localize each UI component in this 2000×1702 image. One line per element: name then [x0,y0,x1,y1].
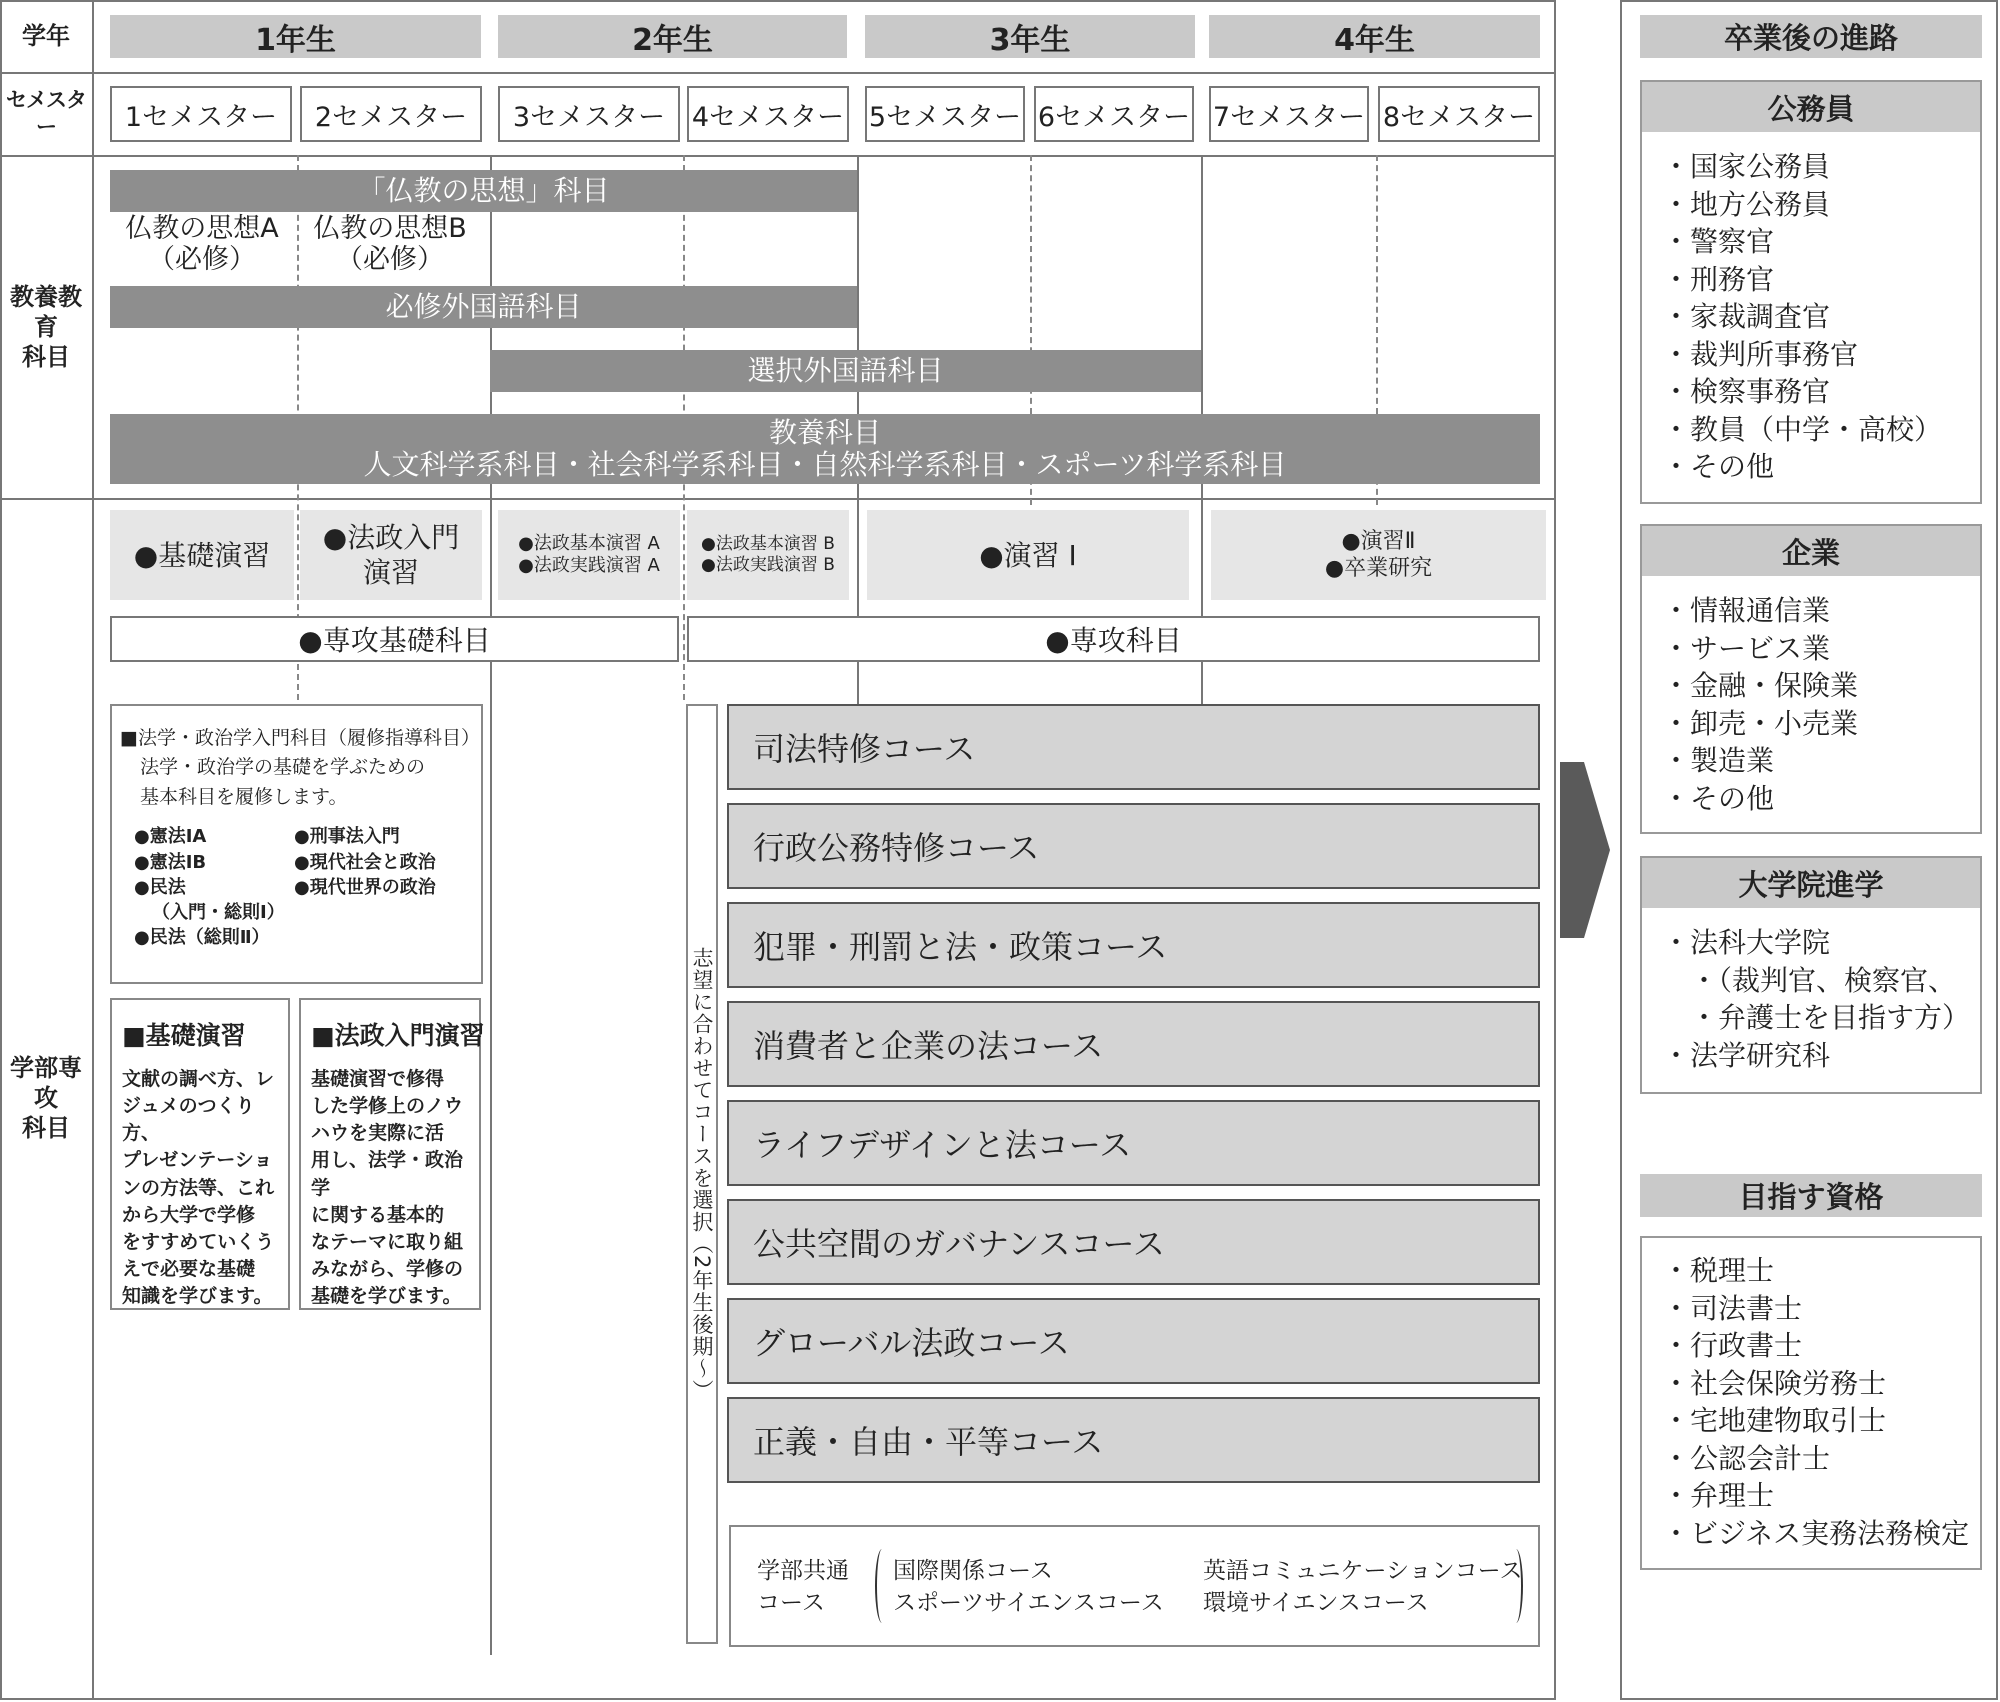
career-item: ・ 刑務官 [1662,261,1980,299]
seminar-enshu2 [1211,510,1546,600]
subject-item: ●刑事法入門 [294,826,400,848]
qualification-item: ・ 税理士 [1662,1252,1980,1290]
graduation-research-label: ●卒業研究 [1324,556,1433,581]
qualification-title: 目指す資格 [1640,1174,1982,1217]
text-line: ンの方法等、これ [122,1176,275,1199]
common-courses-col1 [893,1555,1164,1619]
common-courses-col2 [1203,1555,1522,1619]
seminar-sem3-practice: ●法政実践演習 A [518,555,660,576]
subject-item: ●現代世界の政治 [294,876,436,898]
course-5: ライフデザインと法コース [727,1100,1540,1186]
seminar-sem3-basic: ●法政基本演習 A [518,532,660,554]
course-3: 犯罪・刑罰と法・政策コース [727,902,1540,988]
semester-4: 4セメスター [687,86,849,142]
intro-seminar-box-text [311,1066,471,1310]
intro-box-subjects [120,824,473,950]
text-line: えで必要な基礎 [122,1258,256,1281]
course-8: 正義・自由・平等コース [727,1397,1540,1483]
career-item: ・ 警察官 [1662,223,1980,261]
bracket-left [875,1549,889,1623]
career-group-title: 公務員 [1642,82,1980,132]
qualification-list [1642,1238,1980,1552]
text-line: に関する基本的 [311,1203,445,1226]
text-line: 基礎を学びます。 [311,1285,462,1308]
course-7: グローバル法政コース [727,1298,1540,1384]
career-item: ・ 卸売・小売業 [1662,705,1980,743]
career-list [1642,908,1980,1074]
row-label-year: 学年 [22,22,70,50]
year-header-4: 4年生 [1209,15,1540,58]
label-column-divider [92,0,94,1700]
seminar-housei-intro: ●法政入門 演習 [300,510,482,600]
text-line: をすすめていくう [122,1230,275,1253]
text-line: した学修上のノウ [311,1095,464,1118]
text-line: みながら、学修の [311,1258,464,1281]
seminar-enshu1: ●演習 Ⅰ [867,510,1189,600]
common-label-line: 学部共通 [757,1558,849,1584]
text-line: ジュメのつくり方、 [122,1095,255,1145]
career-list [1642,132,1980,486]
career-group-graduate [1640,856,1982,1094]
qualification-item: ・ 社会保険労務士 [1662,1365,1980,1403]
seminar-sem4-practice: ●法政実践演習 B [701,555,835,575]
text-line: 知識を学びます。 [122,1285,273,1308]
course-2: 行政公務特修コース [727,803,1540,889]
row-label-semester: セメスター [6,88,86,139]
career-item: ・ サービス業 [1662,630,1980,668]
qualification-item: ・ 公認会計士 [1662,1440,1980,1478]
kiso-box-text [122,1066,280,1310]
kiso-description-box [110,998,290,1310]
career-item: ・ 教員（中学・高校） [1662,411,1980,449]
qualification-item: ・ ビジネス実務法務検定 [1662,1515,1980,1553]
seminar-enshu2-label: ●演習Ⅱ [1341,528,1416,554]
career-group-title: 大学院進学 [1642,858,1980,908]
semester-2: 2セメスター [300,86,482,142]
common-course-item: スポーツサイエンスコース [893,1590,1164,1617]
intro-box-desc-2: 基本科目を履修します。 [140,785,348,808]
career-item: ・ 法科大学院 [1662,924,1980,962]
text-line: プレゼンテーショ [122,1149,273,1172]
common-label-line: コース [757,1590,825,1617]
semester-1: 1セメスター [110,86,292,142]
career-group-title: 企業 [1642,526,1980,576]
text-line: ハウを実際に活 [311,1122,445,1145]
career-item: ・ 情報通信業 [1662,592,1980,630]
career-item: ・ その他 [1662,448,1980,486]
row-divider-liberal [0,498,1556,500]
course-1: 司法特修コース [727,704,1540,790]
career-item: ・ 国家公務員 [1662,148,1980,186]
buddhism-b: 仏教の思想B （必修） [313,213,467,276]
qualification-item: ・ 宅地建物取引士 [1662,1402,1980,1440]
text-line: 文献の調べ方、レ [122,1068,275,1090]
major-subjects: ●専攻科目 [687,616,1540,662]
qualification-item: ・ 行政書士 [1662,1327,1980,1365]
seminar-sem4-basic: ●法政基本演習 B [701,533,835,554]
career-item: ・ 検察事務官 [1662,373,1980,411]
course-4: 消費者と企業の法コース [727,1001,1540,1087]
career-item: ・ 法学研究科 [1662,1037,1980,1075]
year-header-3: 3年生 [865,15,1195,58]
intro-box-title: ■法学・政治学入門科目（履修指導科目） [120,727,480,749]
career-title: 卒業後の進路 [1640,15,1982,58]
career-item-note: ・ 弁護士を目指す方） [1662,999,1980,1037]
required-language-bar: 必修外国語科目 [110,286,857,328]
kiso-box-title: ■基礎演習 [122,1021,246,1050]
career-item: ・ 裁判所事務官 [1662,336,1980,374]
semester-8: 8セメスター [1378,86,1540,142]
career-list [1642,576,1980,817]
seminar-sem3 [498,510,680,600]
text-line: 用し、法学・政治学 [311,1149,464,1199]
career-item: ・ 地方公務員 [1662,186,1980,224]
course-6: 公共空間のガバナンスコース [727,1199,1540,1285]
subject-item: ●憲法ⅠB [134,851,207,873]
career-group-company [1640,524,1982,834]
seminar-sem4 [687,510,849,600]
career-item: ・ その他 [1662,780,1980,818]
subject-item: ●憲法ⅠA [134,826,207,848]
semester-7: 7セメスター [1209,86,1369,142]
qualification-item: ・ 司法書士 [1662,1290,1980,1328]
course-selection-note: 志望に合わせてコースを選択（2年生後期〜） [686,704,718,1644]
elective-language-bar: 選択外国語科目 [490,350,1201,392]
subject-item: （入門・総則Ⅰ） [152,901,285,923]
row-label-liberal: 教養教育 科目 [10,282,82,371]
intro-box-col2 [294,824,436,950]
arrow-right-icon [1560,762,1612,938]
intro-box-col1 [120,824,294,950]
career-group-civil [1640,80,1982,504]
buddhism-bar: 「仏教の思想」科目 [110,170,857,212]
year-header-2: 2年生 [498,15,847,58]
subject-item: ●民法 [134,876,186,898]
text-line: なテーマに取り組 [311,1230,464,1253]
bracket-right [1509,1549,1523,1623]
common-courses-box [729,1525,1540,1647]
subject-item: ●現代社会と政治 [294,851,436,873]
row-label-major: 学部専攻 科目 [10,1054,82,1142]
semester-3: 3セメスター [498,86,680,142]
qualification-box [1640,1236,1982,1570]
seminar-kiso: ●基礎演習 [110,510,294,600]
career-item: ・ 家裁調査官 [1662,298,1980,336]
common-course-item: 環境サイエンスコース [1203,1590,1429,1617]
common-course-item: 国際関係コース [893,1558,1053,1584]
common-course-item: 英語コミュニケーションコース [1203,1558,1523,1584]
career-item: ・ 金融・保険業 [1662,667,1980,705]
row-divider-year [0,72,1556,74]
semester-6: 6セメスター [1034,86,1194,142]
intro-box-desc-1: 法学・政治学の基礎を学ぶための [140,756,426,779]
year-header-1: 1年生 [110,15,481,58]
semester-5: 5セメスター [865,86,1025,142]
major-basic-subjects: ●専攻基礎科目 [110,616,679,662]
common-courses-label [757,1555,849,1619]
career-item-note: ・ （裁判官、検察官、 [1662,962,1980,1000]
qualification-item: ・ 弁理士 [1662,1477,1980,1515]
intro-seminar-box-title: ■法政入門演習 [311,1021,485,1050]
buddhism-a: 仏教の思想A （必修） [125,213,279,276]
row-divider-semester [0,155,1556,157]
career-item: ・ 製造業 [1662,742,1980,780]
text-line: 基礎演習で修得 [311,1068,445,1090]
general-education-bar: 教養科目 人文科学系科目・社会科学系科目・自然科学系科目・スポーツ科学系科目 [110,414,1540,484]
subject-item: ●民法（総則Ⅱ） [134,927,270,949]
intro-seminar-description-box [299,998,485,1310]
intro-subjects-box [110,704,483,984]
text-line: から大学で学修 [122,1203,256,1226]
